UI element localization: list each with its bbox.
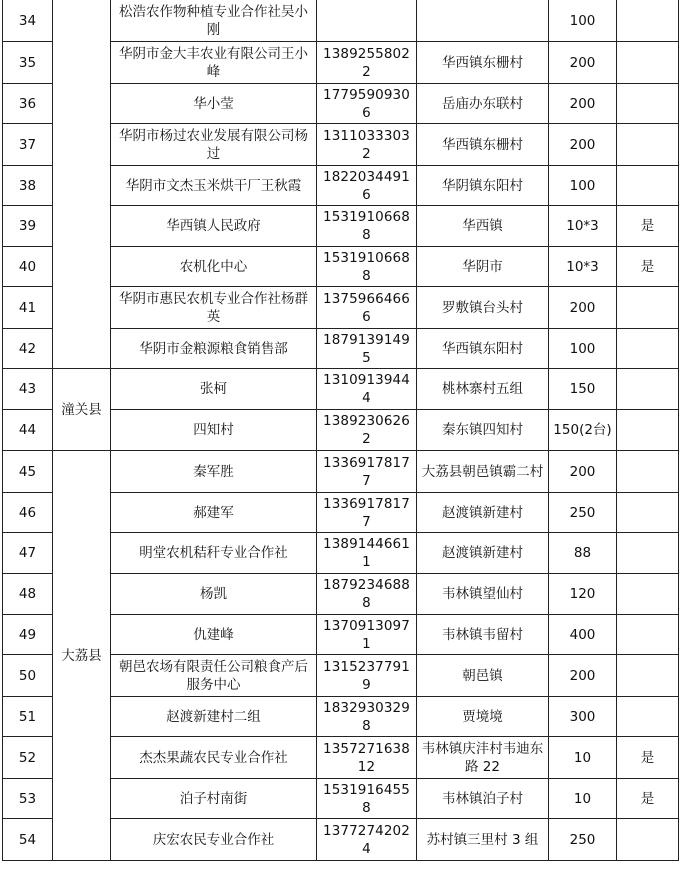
county-cell [53,0,111,369]
capacity-cell: 200 [549,124,617,166]
flag-cell [617,124,679,166]
row-number-cell: 40 [3,247,53,287]
table-row [3,369,679,410]
flag-cell [617,329,679,369]
owner-name-cell: 赵渡新建村二组 [111,697,317,737]
capacity-cell: 250 [549,493,617,533]
owner-name-cell: 庆宏农民专业合作社 [111,819,317,861]
flag-cell [617,615,679,655]
table-row [3,451,679,493]
owner-name-cell: 华西镇人民政府 [111,206,317,247]
owner-name-cell: 张柯 [111,369,317,410]
phone-cell: 15319106688 [317,206,417,247]
capacity-cell: 400 [549,615,617,655]
owner-name-cell: 杰杰果蔬农民专业合作社 [111,737,317,779]
address-cell: 韦林镇望仙村 [417,574,549,615]
capacity-cell: 250 [549,819,617,861]
phone-cell: 18792346888 [317,574,417,615]
flag-cell [617,697,679,737]
address-cell: 朝邑镇 [417,655,549,697]
dryer-registry-table [2,0,679,861]
address-cell: 桃林寨村五组 [417,369,549,410]
row-number-cell: 52 [3,737,53,779]
phone-cell: 18791391495 [317,329,417,369]
address-cell [417,0,549,42]
capacity-cell: 200 [549,655,617,697]
address-cell: 秦东镇四知村 [417,410,549,451]
address-cell: 华阴镇东阳村 [417,166,549,206]
capacity-cell: 10*3 [549,247,617,287]
owner-name-cell: 华阴市金大丰农业有限公司王小峰 [111,42,317,84]
flag-cell [617,655,679,697]
flag-cell [617,84,679,124]
phone-cell: 13709130971 [317,615,417,655]
owner-name-cell: 仇建峰 [111,615,317,655]
phone-cell [317,0,417,42]
phone-cell: 13109139444 [317,369,417,410]
flag-cell [617,166,679,206]
capacity-cell: 10*3 [549,206,617,247]
phone-cell: 13110333032 [317,124,417,166]
row-number-cell: 53 [3,779,53,819]
flag-cell: 是 [617,737,679,779]
owner-name-cell: 农机化中心 [111,247,317,287]
table-row [3,0,679,42]
phone-cell: 13152377919 [317,655,417,697]
flag-cell: 是 [617,779,679,819]
owner-name-cell: 华阴市金粮源粮食销售部 [111,329,317,369]
address-cell: 华西镇东阳村 [417,329,549,369]
row-number-cell: 43 [3,369,53,410]
owner-name-cell: 朝邑农场有限责任公司粮食产后服务中心 [111,655,317,697]
row-number-cell: 44 [3,410,53,451]
address-cell: 华阴市 [417,247,549,287]
row-number-cell: 49 [3,615,53,655]
phone-cell: 13369178177 [317,493,417,533]
owner-name-cell: 华阴市文杰玉米烘干厂王秋霞 [111,166,317,206]
flag-cell: 是 [617,206,679,247]
phone-cell: 18329303298 [317,697,417,737]
capacity-cell: 120 [549,574,617,615]
owner-name-cell: 华小莹 [111,84,317,124]
flag-cell [617,533,679,574]
row-number-cell: 47 [3,533,53,574]
capacity-cell: 10 [549,737,617,779]
address-cell: 赵渡镇新建村 [417,533,549,574]
row-number-cell: 38 [3,166,53,206]
flag-cell [617,451,679,493]
address-cell: 韦林镇泊子村 [417,779,549,819]
phone-cell: 13369178177 [317,451,417,493]
phone-cell: 18220344916 [317,166,417,206]
phone-cell: 15319106688 [317,247,417,287]
phone-cell: 17795909306 [317,84,417,124]
flag-cell [617,42,679,84]
capacity-cell: 150 [549,369,617,410]
row-number-cell: 46 [3,493,53,533]
row-number-cell: 54 [3,819,53,861]
row-number-cell: 39 [3,206,53,247]
table-body [3,0,679,861]
owner-name-cell: 秦军胜 [111,451,317,493]
capacity-cell: 10 [549,779,617,819]
owner-name-cell: 华阴市惠民农机专业合作社杨群英 [111,287,317,329]
phone-cell: 13891446611 [317,533,417,574]
owner-name-cell: 华阴市杨过农业发展有限公司杨过 [111,124,317,166]
row-number-cell: 41 [3,287,53,329]
row-number-cell: 36 [3,84,53,124]
county-cell: 潼关县 [53,369,111,451]
row-number-cell: 51 [3,697,53,737]
capacity-cell: 88 [549,533,617,574]
address-cell: 大荔县朝邑镇霸二村 [417,451,549,493]
capacity-cell: 150(2台) [549,410,617,451]
row-number-cell: 42 [3,329,53,369]
address-cell: 华西镇 [417,206,549,247]
phone-cell: 13892306262 [317,410,417,451]
row-number-cell: 34 [3,0,53,42]
flag-cell [617,369,679,410]
flag-cell [617,410,679,451]
row-number-cell: 45 [3,451,53,493]
capacity-cell: 100 [549,329,617,369]
row-number-cell: 50 [3,655,53,697]
address-cell: 罗敷镇台头村 [417,287,549,329]
address-cell: 华西镇东栅村 [417,42,549,84]
capacity-cell: 200 [549,84,617,124]
capacity-cell: 300 [549,697,617,737]
capacity-cell: 200 [549,42,617,84]
flag-cell [617,287,679,329]
flag-cell [617,0,679,42]
address-cell: 韦林镇韦留村 [417,615,549,655]
county-cell: 大荔县 [53,451,111,861]
row-number-cell: 37 [3,124,53,166]
flag-cell [617,493,679,533]
owner-name-cell: 泊子村南街 [111,779,317,819]
phone-cell: 13772742024 [317,819,417,861]
phone-cell: 15319164558 [317,779,417,819]
phone-cell: 135727163812 [317,737,417,779]
phone-cell: 13759664666 [317,287,417,329]
flag-cell [617,574,679,615]
address-cell: 赵渡镇新建村 [417,493,549,533]
address-cell: 岳庙办东联村 [417,84,549,124]
row-number-cell: 48 [3,574,53,615]
owner-name-cell: 郝建军 [111,493,317,533]
address-cell: 韦林镇庆沣村韦迪东路 22 [417,737,549,779]
address-cell: 贾境境 [417,697,549,737]
flag-cell: 是 [617,247,679,287]
address-cell: 苏村镇三里村 3 组 [417,819,549,861]
capacity-cell: 100 [549,0,617,42]
owner-name-cell: 明堂农机秸秆专业合作社 [111,533,317,574]
address-cell: 华西镇东栅村 [417,124,549,166]
capacity-cell: 200 [549,451,617,493]
capacity-cell: 200 [549,287,617,329]
row-number-cell: 35 [3,42,53,84]
owner-name-cell: 四知村 [111,410,317,451]
owner-name-cell: 松浩农作物种植专业合作社吴小刚 [111,0,317,42]
capacity-cell: 100 [549,166,617,206]
flag-cell [617,819,679,861]
owner-name-cell: 杨凯 [111,574,317,615]
phone-cell: 13892558022 [317,42,417,84]
